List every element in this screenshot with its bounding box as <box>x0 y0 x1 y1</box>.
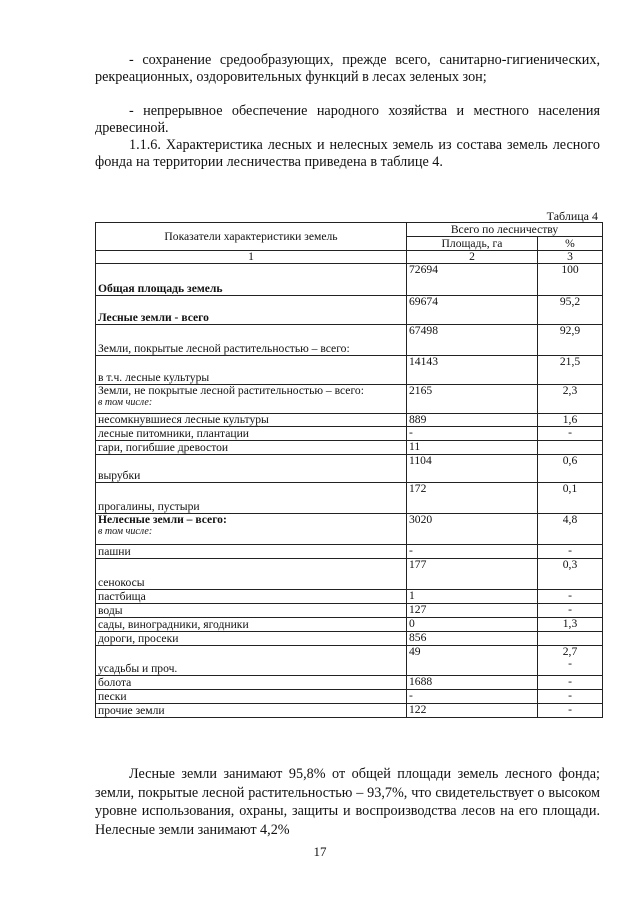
row-name <box>96 385 407 414</box>
row-area: 49 <box>407 646 538 676</box>
row-area: - <box>407 545 538 559</box>
row-name <box>96 325 407 356</box>
row-name <box>96 483 407 514</box>
row-percent-text: - <box>568 426 572 439</box>
table-row <box>96 590 603 604</box>
row-area: 2165 <box>407 385 538 414</box>
row-percent-text: 21,5 <box>559 355 581 368</box>
row-name-text: сенокосы <box>98 576 145 589</box>
row-area: 122 <box>407 704 538 718</box>
row-percent <box>538 604 603 618</box>
row-percent-text: 0,1 <box>562 482 578 495</box>
row-percent <box>538 704 603 718</box>
row-name <box>96 414 407 427</box>
row-percent-text: 100 <box>561 263 579 276</box>
row-area: 3020 <box>407 514 538 545</box>
row-area: 72694 <box>407 264 538 296</box>
row-name <box>96 690 407 704</box>
row-name-text: лесные питомники, плантации <box>98 427 249 440</box>
section-paragraph: 1.1.6. Характеристика лесных и нелесных земель из состава земель лесного фонда на территории лесничества приведена в таблице 4. <box>95 137 600 170</box>
row-name-text: усадьбы и проч. <box>98 662 178 675</box>
row-percent <box>538 414 603 427</box>
row-name <box>96 296 407 325</box>
row-percent <box>538 618 603 632</box>
row-name-text: вырубки <box>98 469 141 482</box>
header-col-number-3: 3 <box>538 251 603 264</box>
row-percent <box>538 690 603 704</box>
row-name <box>96 356 407 385</box>
land-characteristics-table <box>95 222 603 718</box>
table-row <box>96 704 603 718</box>
row-area: 67498 <box>407 325 538 356</box>
row-percent <box>538 483 603 514</box>
row-percent-text: 1,6 <box>562 413 578 426</box>
row-percent <box>538 545 603 559</box>
row-percent <box>538 455 603 483</box>
table-row <box>96 427 603 441</box>
row-name-text: сады, виноградники, ягодники <box>98 618 249 631</box>
row-name-text: болота <box>98 676 132 689</box>
table-row <box>96 414 603 427</box>
row-name-text: пастбища <box>98 590 146 603</box>
table-row <box>96 676 603 690</box>
row-percent-text: 92,9 <box>559 324 581 337</box>
row-area: 11 <box>407 441 538 455</box>
row-name <box>96 618 407 632</box>
row-percent <box>538 676 603 690</box>
row-percent <box>538 264 603 296</box>
row-area: 1104 <box>407 455 538 483</box>
header-total: Всего по лесничеству <box>407 223 603 237</box>
row-name-text: несомкнувшиеся лесные культуры <box>98 413 269 426</box>
row-name <box>96 441 407 455</box>
row-percent <box>538 590 603 604</box>
row-area: - <box>407 427 538 441</box>
row-name <box>96 514 407 545</box>
row-name-text: в т.ч. лесные культуры <box>98 371 210 384</box>
row-percent-text: - <box>568 703 572 716</box>
row-name <box>96 704 407 718</box>
row-name-text: Общая площадь земель <box>98 282 223 295</box>
row-area: 172 <box>407 483 538 514</box>
row-name-text: пески <box>98 690 127 703</box>
table-row <box>96 514 603 545</box>
row-name-text: прочие земли <box>98 704 165 717</box>
table-row <box>96 385 603 414</box>
row-area: 889 <box>407 414 538 427</box>
row-name <box>96 632 407 646</box>
row-percent <box>538 427 603 441</box>
table-row <box>96 632 603 646</box>
row-area: 14143 <box>407 356 538 385</box>
row-percent-text: 95,2 <box>559 295 581 308</box>
row-percent-extra: - <box>568 657 572 670</box>
row-percent-text: 0,6 <box>562 454 578 467</box>
bullet-paragraph-1: - сохранение средообразующих, прежде всего, санитарно-гигиенических, рекреационных, оздоровительных функций в лесах зеленых зон; <box>95 52 600 85</box>
table-row <box>96 483 603 514</box>
row-percent-text: 0,3 <box>562 558 578 571</box>
row-name <box>96 676 407 690</box>
table-row <box>96 545 603 559</box>
table-row <box>96 356 603 385</box>
row-area: 0 <box>407 618 538 632</box>
row-percent <box>538 559 603 590</box>
row-percent-text: 4,8 <box>562 513 578 526</box>
row-subnote: в том числе: <box>98 526 153 537</box>
row-name <box>96 264 407 296</box>
row-name <box>96 455 407 483</box>
row-name-text: Земли, покрытые лесной растительностью – всего: <box>98 342 350 355</box>
table-row <box>96 690 603 704</box>
row-percent-text: - <box>568 675 572 688</box>
row-percent <box>538 325 603 356</box>
row-area: 177 <box>407 559 538 590</box>
row-percent <box>538 385 603 414</box>
row-percent-text: - <box>568 689 572 702</box>
table-row <box>96 646 603 676</box>
row-name <box>96 559 407 590</box>
table-row <box>96 325 603 356</box>
row-percent-text: - <box>568 544 572 557</box>
row-percent <box>538 356 603 385</box>
header-percent: % <box>538 237 603 251</box>
table-caption: Таблица 4 <box>546 209 598 223</box>
row-percent-text: 2,3 <box>562 384 578 397</box>
row-name-text: дороги, просеки <box>98 632 179 645</box>
header-area: Площадь, га <box>407 237 538 251</box>
row-name <box>96 646 407 676</box>
row-name-text: пашни <box>98 545 131 558</box>
row-area: 69674 <box>407 296 538 325</box>
row-area: 856 <box>407 632 538 646</box>
row-name <box>96 590 407 604</box>
table-row <box>96 455 603 483</box>
row-percent <box>538 514 603 545</box>
row-name-text: гари, погибшие древостои <box>98 441 229 454</box>
row-area: - <box>407 690 538 704</box>
row-percent <box>538 646 603 676</box>
table-row <box>96 618 603 632</box>
row-percent <box>538 296 603 325</box>
row-name-text: Лесные земли - всего <box>98 311 209 324</box>
table-row <box>96 604 603 618</box>
row-percent-text: 2,7 <box>562 645 578 658</box>
row-name <box>96 545 407 559</box>
row-name <box>96 604 407 618</box>
row-percent-text: - <box>568 603 572 616</box>
table-row <box>96 559 603 590</box>
table-row <box>96 441 603 455</box>
row-percent <box>538 441 603 455</box>
bullet-paragraph-2: - непрерывное обеспечение народного хозяйства и местного населения древесиной. <box>95 103 600 136</box>
row-subnote: в том числе: <box>98 397 153 408</box>
page-number: 17 <box>313 844 327 859</box>
conclusion-paragraph: Лесные земли занимают 95,8% от общей площади земель лесного фонда; земли, покрытые лесной растительностью – 93,7%, что свидетельствует о высоком уровне использования, охраны, защиты и воспроизводства лесов на его площади. Нелесные земли занимают 4,2% <box>95 766 600 838</box>
row-percent-text: - <box>568 589 572 602</box>
header-col-number-1: 1 <box>96 251 407 264</box>
row-percent-text: 1,3 <box>562 617 578 630</box>
row-area: 1688 <box>407 676 538 690</box>
row-area: 127 <box>407 604 538 618</box>
table-row <box>96 296 603 325</box>
row-name-text: воды <box>98 604 123 617</box>
row-name-text: Нелесные земли – всего: <box>98 513 227 526</box>
row-percent <box>538 632 603 646</box>
row-name-text: прогалины, пустыри <box>98 500 200 513</box>
header-col-number-2: 2 <box>407 251 538 264</box>
row-area: 1 <box>407 590 538 604</box>
table-row <box>96 264 603 296</box>
row-name-text: Земли, не покрытые лесной растительностью – всего: <box>98 384 364 397</box>
header-indicators: Показатели характеристики земель <box>96 223 407 251</box>
row-name <box>96 427 407 441</box>
